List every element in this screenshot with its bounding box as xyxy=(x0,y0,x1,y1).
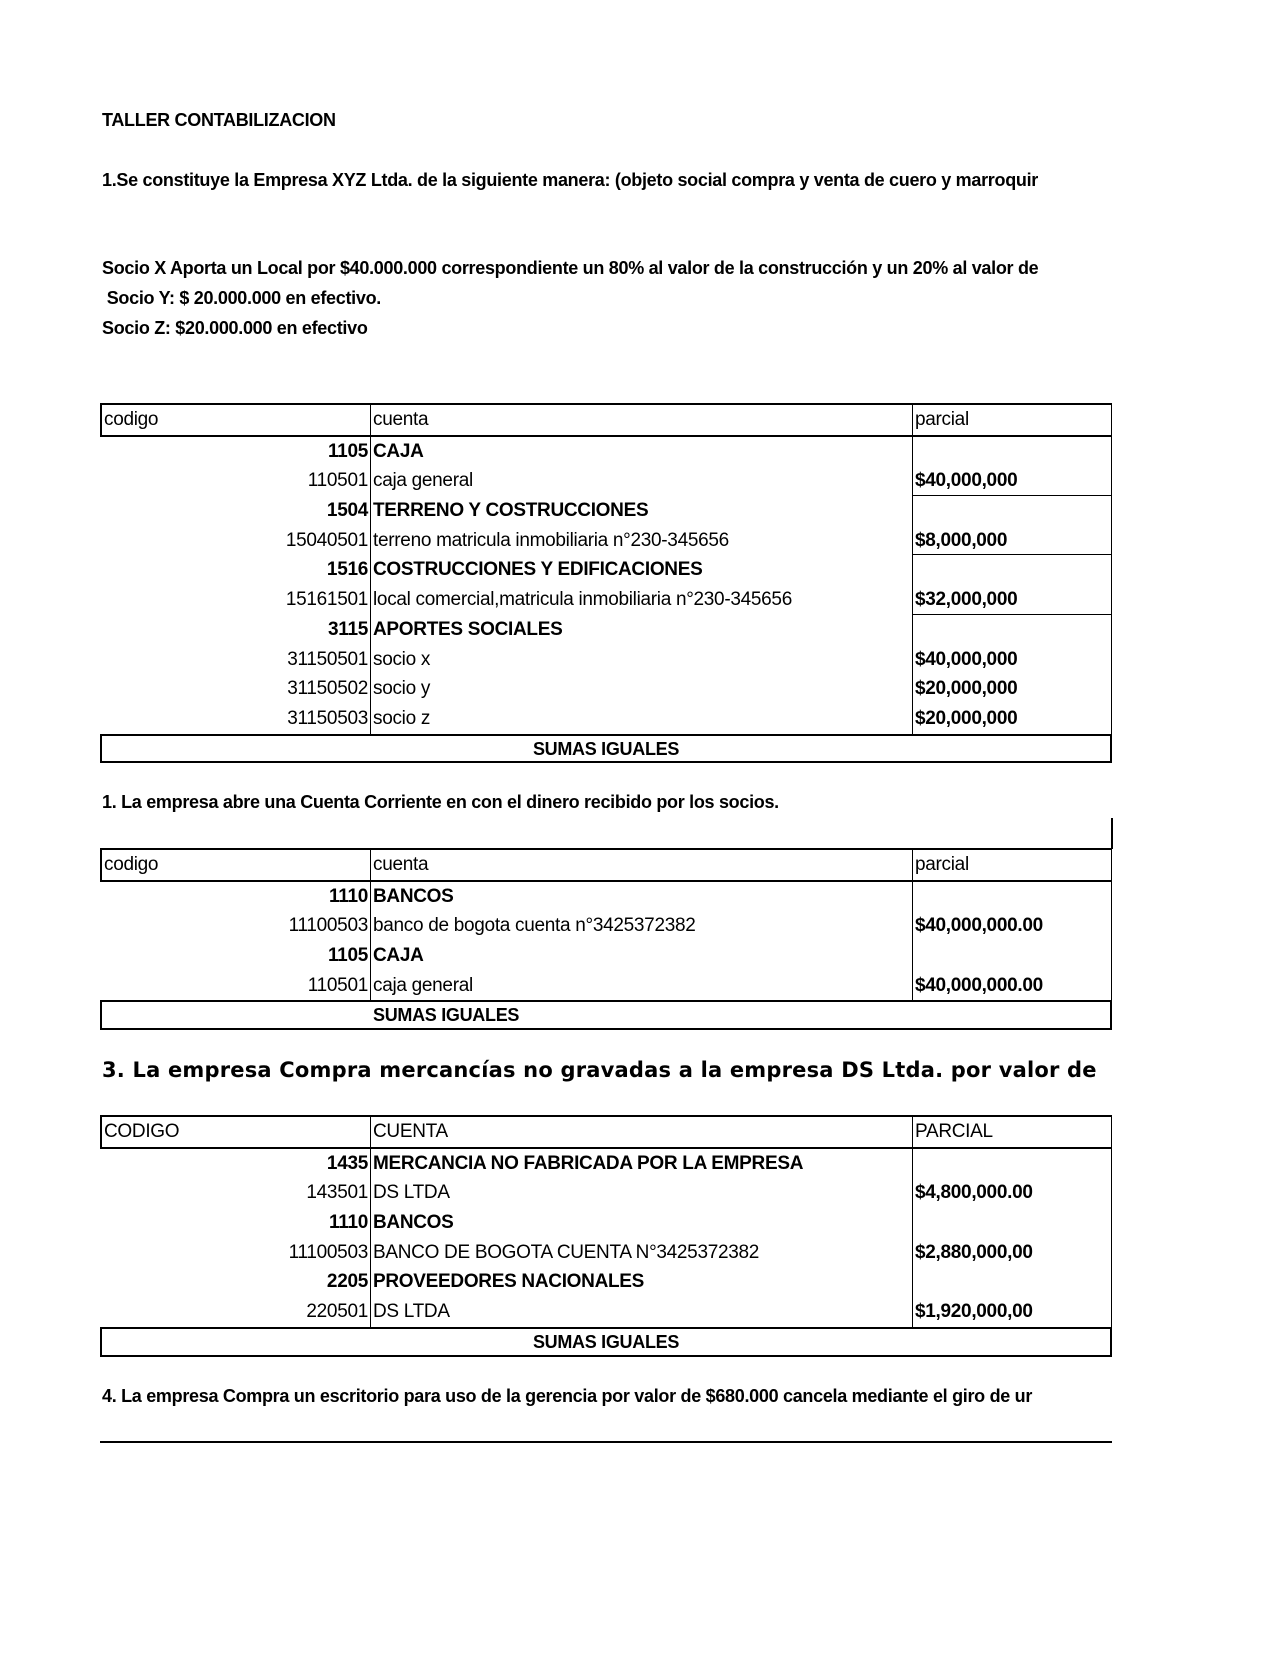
account-name: PROVEEDORES NACIONALES xyxy=(370,1267,912,1297)
account-group-row xyxy=(100,941,1112,971)
account-name: banco de bogota cuenta n°3425372382 xyxy=(370,911,912,941)
journal-table-bank-account xyxy=(100,848,1112,1030)
column-header-code: CODIGO xyxy=(100,1117,370,1147)
divider-line xyxy=(100,1441,1112,1443)
account-code: 15161501 xyxy=(285,589,368,611)
partial-amount xyxy=(912,882,1112,912)
account-group-row xyxy=(100,615,1112,645)
table-header-row xyxy=(100,403,1112,437)
socio-y-text: Socio Y: $ 20.000.000 en efectivo. xyxy=(102,288,381,308)
socio-x-text: Socio X Aporta un Local por $40.000.000 correspondiente un 80% al valor de la construcción y un 20% al valor de xyxy=(102,258,1039,278)
account-name: caja general xyxy=(370,971,912,1001)
account-name: CAJA xyxy=(370,437,912,467)
account-code: 31150501 xyxy=(287,648,368,670)
exercise-3-statement: 3. La empresa Compra mercancías no gravadas a la empresa DS Ltda. por valor de xyxy=(102,1058,1097,1082)
journal-table-constitution xyxy=(100,403,1112,763)
journal-table-merchandise xyxy=(100,1115,1112,1357)
account-code: 110501 xyxy=(307,974,368,996)
column-header-partial: PARCIAL xyxy=(912,1117,1112,1147)
sums-row xyxy=(100,1000,1112,1030)
account-detail-row xyxy=(100,971,1112,1001)
exercise-2-statement: 1. La empresa abre una Cuenta Corriente en con el dinero recibido por los socios. xyxy=(102,792,779,812)
account-name: DS LTDA xyxy=(370,1178,912,1208)
account-name: caja general xyxy=(370,466,912,496)
partial-amount xyxy=(912,615,1112,645)
account-name: terreno matricula inmobiliaria n°230-345656 xyxy=(370,526,912,556)
partial-amount xyxy=(912,437,1112,467)
account-detail-row xyxy=(100,645,1112,675)
account-code: 110501 xyxy=(307,470,368,492)
account-detail-row xyxy=(100,674,1112,704)
partial-amount: $40,000,000.00 xyxy=(912,911,1112,941)
account-detail-row xyxy=(100,585,1112,615)
account-code: 1110 xyxy=(329,885,368,907)
column-header-code: codigo xyxy=(100,405,370,435)
account-code: 1105 xyxy=(327,440,368,462)
column-header-partial: parcial xyxy=(912,850,1112,880)
partial-amount: $4,800,000.00 xyxy=(912,1178,1112,1208)
sums-row xyxy=(100,1327,1112,1357)
account-code: 2205 xyxy=(326,1271,368,1293)
account-code: 1110 xyxy=(329,1212,368,1234)
column-header-code: codigo xyxy=(100,850,370,880)
account-code: 31150502 xyxy=(287,678,368,700)
account-code: 11100503 xyxy=(288,1241,368,1263)
account-name: socio z xyxy=(370,704,912,734)
account-detail-row xyxy=(100,526,1112,556)
account-name: CAJA xyxy=(370,941,912,971)
table-header-row xyxy=(100,848,1112,882)
account-name: BANCOS xyxy=(370,1208,912,1238)
partial-amount: $2,880,000,00 xyxy=(912,1238,1112,1268)
column-header-account: CUENTA xyxy=(370,1117,912,1147)
partial-amount: $40,000,000 xyxy=(912,645,1112,675)
table-header-row xyxy=(100,1115,1112,1149)
column-header-account: cuenta xyxy=(370,850,912,880)
account-name: socio x xyxy=(370,645,912,675)
account-name: MERCANCIA NO FABRICADA POR LA EMPRESA xyxy=(370,1149,912,1179)
partial-amount: $40,000,000.00 xyxy=(912,971,1112,1001)
partial-amount xyxy=(912,496,1112,526)
account-name: BANCO DE BOGOTA CUENTA N°3425372382 xyxy=(370,1238,912,1268)
partial-amount xyxy=(912,1267,1112,1297)
partial-amount: $1,920,000,00 xyxy=(912,1297,1112,1327)
account-code: 3115 xyxy=(327,618,368,640)
partial-amount xyxy=(912,1149,1112,1179)
account-code: 15040501 xyxy=(285,529,368,551)
account-code: 1504 xyxy=(326,500,368,522)
account-group-row xyxy=(100,1149,1112,1179)
account-name: socio y xyxy=(370,674,912,704)
account-detail-row xyxy=(100,466,1112,496)
partial-amount xyxy=(912,941,1112,971)
account-detail-row xyxy=(100,1238,1112,1268)
account-name: BANCOS xyxy=(370,882,912,912)
account-group-row xyxy=(100,437,1112,467)
account-group-row xyxy=(100,555,1112,585)
account-detail-row xyxy=(100,1178,1112,1208)
account-detail-row xyxy=(100,704,1112,734)
column-header-account: cuenta xyxy=(370,405,912,435)
exercise-4-statement: 4. La empresa Compra un escritorio para uso de la gerencia por valor de $680.000 cancela mediante el giro de ur xyxy=(102,1386,1033,1406)
account-group-row xyxy=(100,882,1112,912)
socio-z-text: Socio Z: $20.000.000 en efectivo xyxy=(102,318,368,338)
column-divider xyxy=(1111,818,1113,849)
account-name: local comercial,matricula inmobiliaria n°230-345656 xyxy=(370,585,912,615)
account-code: 1105 xyxy=(327,945,368,967)
partial-amount: $8,000,000 xyxy=(912,526,1112,556)
column-header-partial: parcial xyxy=(912,405,1112,435)
account-code: 31150503 xyxy=(287,707,368,729)
account-group-row xyxy=(100,1208,1112,1238)
partial-amount xyxy=(912,555,1112,585)
account-group-row xyxy=(100,496,1112,526)
sums-label: SUMAS IGUALES xyxy=(373,1005,520,1026)
account-code: 220501 xyxy=(306,1301,368,1323)
account-group-row xyxy=(100,1267,1112,1297)
partial-amount: $20,000,000 xyxy=(912,674,1112,704)
partial-amount xyxy=(912,1208,1112,1238)
account-name: DS LTDA xyxy=(370,1297,912,1327)
account-code: 11100503 xyxy=(288,915,368,937)
account-name: APORTES SOCIALES xyxy=(370,615,912,645)
partial-amount: $20,000,000 xyxy=(912,704,1112,734)
partial-amount: $40,000,000 xyxy=(912,466,1112,496)
sums-row xyxy=(100,734,1112,764)
account-code: 1516 xyxy=(326,559,368,581)
account-detail-row xyxy=(100,911,1112,941)
sums-label: SUMAS IGUALES xyxy=(532,738,680,759)
account-name: COSTRUCCIONES Y EDIFICACIONES xyxy=(370,555,912,585)
exercise-1-statement: 1.Se constituye la Empresa XYZ Ltda. de la siguiente manera: (objeto social compra y venta de cuero y marroquir xyxy=(102,170,1039,190)
account-name: TERRENO Y COSTRUCCIONES xyxy=(370,496,912,526)
account-code: 143501 xyxy=(306,1182,368,1204)
document-title: TALLER CONTABILIZACION xyxy=(102,110,336,130)
account-code: 1435 xyxy=(326,1152,368,1174)
sums-label: SUMAS IGUALES xyxy=(532,1331,680,1352)
partial-amount: $32,000,000 xyxy=(912,585,1112,615)
account-detail-row xyxy=(100,1297,1112,1327)
